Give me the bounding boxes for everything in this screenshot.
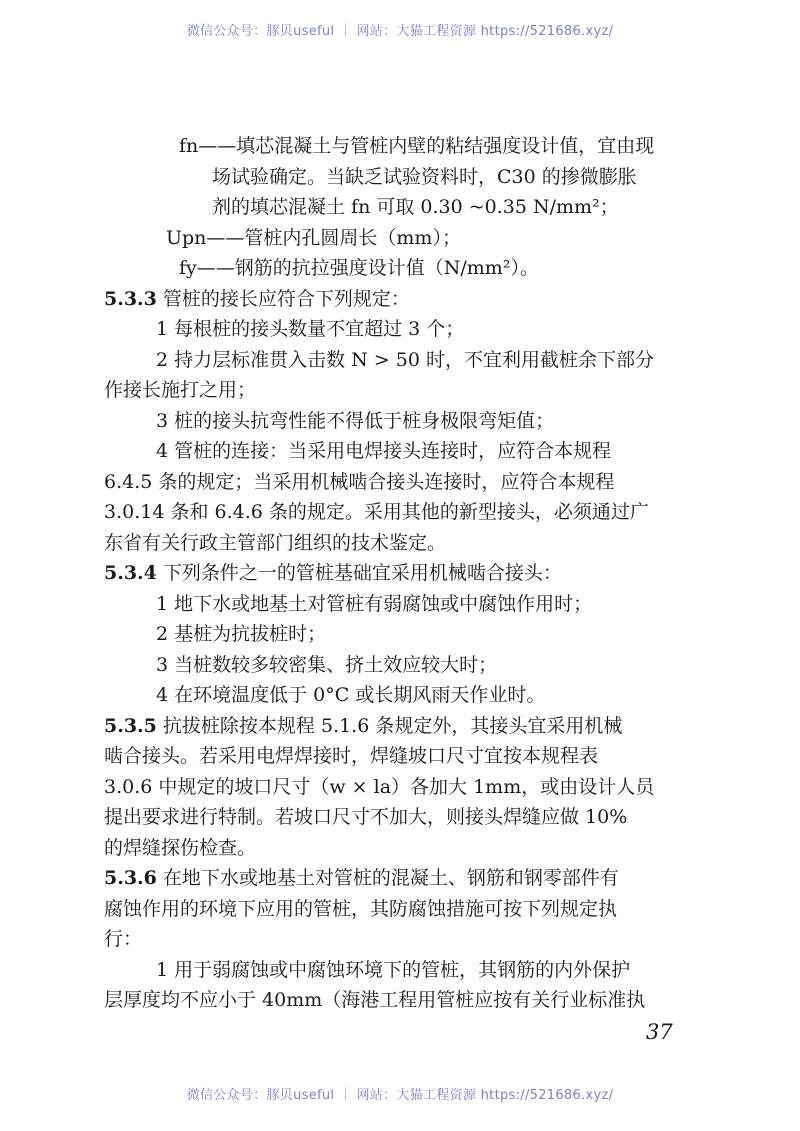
- text-line: 5.3.6 在地下水或地基土对管桩的混凝土、钢筋和钢零部件有: [104, 867, 619, 889]
- watermark-top: 微信公众号：豚贝useful ｜ 网站：大猫工程资源 https://521686.xyz/: [186, 24, 614, 39]
- text-line: 层厚度均不应小于 40mm（海港工程用管桩应按有关行业标准执: [104, 989, 646, 1011]
- text-line: 剂的填芯混凝土 fn 可取 0.30 ~0.35 N/mm²；: [212, 196, 619, 218]
- text-line: 1 每根桩的接头数量不宜超过 3 个；: [156, 318, 465, 340]
- document-body: [104, 131, 696, 1016]
- text-line: 行：: [104, 928, 143, 950]
- text-line: 作接长施打之用；: [104, 379, 257, 401]
- text-line: 1 用于弱腐蚀或中腐蚀环境下的管桩，其钢筋的内外保护: [156, 958, 631, 981]
- text-line: 5.3.3 管桩的接长应符合下列规定：: [104, 287, 410, 310]
- text-line: fy——钢筋的抗拉强度设计值（N/mm²）。: [179, 257, 539, 279]
- text-line: 3 桩的接头抗弯性能不得低于桩身极限弯矩值；: [156, 409, 555, 432]
- text-line: 4 在环境温度低于 0°C 或长期风雨天作业时。: [156, 684, 546, 706]
- text-line: 2 基桩为抗拔桩时；: [156, 623, 327, 645]
- text-line: 的焊缝探伤检查。: [104, 836, 257, 859]
- text-line: 腐蚀作用的环境下应用的管桩，其防腐蚀措施可按下列规定执: [104, 897, 618, 920]
- text-line: 4 管桩的连接：当采用电焊接头连接时，应符合本规程: [156, 440, 612, 462]
- text-line: 场试验确定。当缺乏试验资料时，C30 的掺微膨胀: [212, 165, 637, 188]
- text-line: 3.0.6 中规定的坡口尺寸（w × la）各加大 1mm，或由设计人员: [104, 775, 655, 798]
- text-line: Upn——管桩内孔圆周长（mm）；: [166, 226, 461, 249]
- text-line: 提出要求进行特制。若坡口尺寸不加大，则接头焊缝应做 10%: [104, 806, 628, 828]
- text-line: 2 持力层标准贯入击数 N > 50 时，不宜利用截桩余下部分: [156, 348, 655, 371]
- page-number: 37: [646, 1020, 673, 1044]
- text-line: 5.3.5 抗拔桩除按本规程 5.1.6 条规定外，其接头宜采用机械: [104, 714, 623, 737]
- text-line: fn——填芯混凝土与管桩内壁的粘结强度设计值，宜由现: [179, 135, 655, 157]
- text-line: 3 当桩数较多较密集、挤土效应较大时；: [156, 653, 498, 676]
- text-line: 啮合接头。若采用电焊焊接时，焊缝坡口尺寸宜按本规程表: [104, 745, 599, 767]
- text-line: 5.3.4 下列条件之一的管桩基础宜采用机械啮合接头：: [104, 562, 562, 584]
- watermark-bottom: 微信公众号：豚贝useful ｜ 网站：大猫工程资源 https://521686.xyz/: [186, 1088, 614, 1103]
- text-line: 东省有关行政主管部门组织的技术鉴定。: [104, 531, 447, 554]
- text-line: 1 地下水或地基土对管桩有弱腐蚀或中腐蚀作用时；: [156, 592, 593, 615]
- text-line: 3.0.14 条和 6.4.6 条的规定。采用其他的新型接头，必须通过广: [104, 501, 649, 523]
- text-line: 6.4.5 条的规定；当采用机械啮合接头连接时，应符合本规程: [104, 470, 615, 493]
